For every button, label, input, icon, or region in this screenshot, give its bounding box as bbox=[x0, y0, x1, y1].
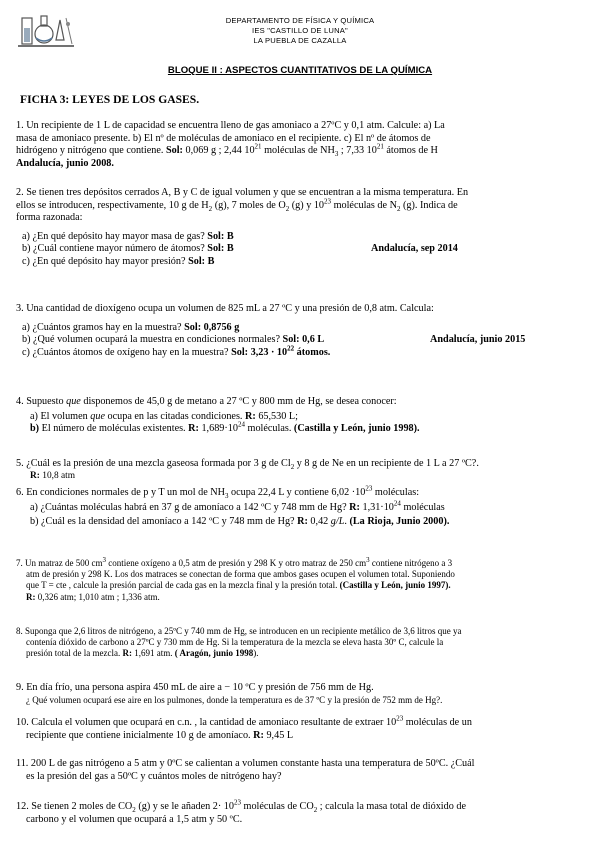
question-4 bbox=[16, 396, 582, 436]
q1-line-1: 1. Un recipiente de 1 L de capacidad se encuentra lleno de gas amoniaco a 27ºC y 0,1 atm. Calcule: a) La bbox=[16, 120, 445, 131]
q10-line-2: recipiente que contiene inicialmente 10 g de amoníaco. R: 9,45 L bbox=[26, 729, 294, 741]
q12-line-2: carbono y el volumen que ocupará a 1,5 atm y 50 ºC. bbox=[26, 813, 243, 825]
q7-answer: R: 0,326 atm; 1,010 atm ; 1,336 atm. bbox=[26, 591, 160, 602]
q7-line-1: 7. Un matraz de 500 $cm^3$ contiene oxígeno a 0,5 atm de presión y 298 K y otro matraz de 250 $cm^3$ contiene nitrógeno a 3 bbox=[16, 556, 453, 568]
department-logo bbox=[16, 10, 76, 50]
q11-line-1: 11. 200 L de gas nitrógeno a 5 atm y 0ºC se calientan a volumen constante hasta una temperatura de 50ºC. ¿Cuál bbox=[16, 758, 475, 769]
q3-b: b) ¿Qué volumen ocupará la muestra en condiciones normales? Sol: 0,6 L Andalucía, junio 2015 bbox=[22, 334, 526, 346]
question-11 bbox=[16, 758, 582, 783]
dept-line-3: LA PUEBLA DE CAZALLA bbox=[253, 36, 347, 45]
question-12 bbox=[16, 798, 582, 826]
dept-line-1: DEPARTAMENTO DE FÍSICA Y QUÍMICA bbox=[225, 16, 375, 25]
q2-source: Andalucía, sep 2014 bbox=[371, 243, 458, 255]
q7-line-3: que T = cte , calcule la presión parcial de cada gas en la mezcla final y la presión total. (Castilla y León, junio 1997). bbox=[26, 580, 451, 591]
question-1 bbox=[16, 120, 582, 170]
q2-line-2: ellos se introducen, respectivamente, 10 g de $H_2$ (g), 7 moles de $O_2$ (g) y $10^{23}$ moléculas de $N_2$ (g). Indica de bbox=[16, 197, 458, 213]
question-8 bbox=[16, 626, 582, 660]
q6-b: b) ¿Cuál es la densidad del amoníaco a 142 ºC y 748 mm de Hg? R: 0,42 g/L. (La Rioja, Junio 2000). bbox=[30, 516, 450, 528]
question-6 bbox=[16, 484, 582, 529]
q3-source: Andalucía, junio 2015 bbox=[430, 334, 526, 346]
dept-line-2: IES "CASTILLO DE LUNA" bbox=[252, 26, 348, 35]
q11-line-2: es la presión del gas a 50ºC y cuántos moles de nitrógeno hay? bbox=[26, 770, 282, 782]
department-header bbox=[195, 16, 405, 46]
q4-line-1: 4. Supuesto que disponemos de 45,0 g de metano a 27 ºC y 800 mm de Hg, se desea conocer: bbox=[16, 396, 397, 407]
q2-line-1: 2. Se tienen tres depósitos cerrados A, B y C de igual volumen y que se encuentran a la misma temperatura. En bbox=[16, 187, 469, 198]
question-2 bbox=[16, 187, 582, 269]
q10-line-1: 10. Calcula el volumen que ocupará en c.n. , la cantidad de amoniaco resultante de extraer $10^{23}$ moléculas de un bbox=[16, 714, 472, 728]
q3-c: c) ¿Cuántos átomos de oxígeno hay en la muestra? Sol: $3,23 \cdot 10^{22}$ átomos. bbox=[22, 344, 331, 358]
q9-line-2: ¿ Qué volumen ocupará ese aire en los pulmones, donde la temperatura es de 37 ºC y la presión de 752 mm de Hg?. bbox=[26, 694, 443, 705]
q1-source: Andalucía, junio 2008. bbox=[16, 157, 114, 169]
question-5 bbox=[16, 458, 582, 482]
question-9 bbox=[16, 682, 582, 706]
q1-line-3: hidrógeno y nitrógeno que contiene. Sol: 0,069 g ; 2,44 $10^{21}$ moléculas de $NH_3$ ; 7,33 $10^{21}$ átomos de H bbox=[16, 142, 438, 159]
q4-a: a) El volumen que ocupa en las citadas condiciones. R: 65,530 L; bbox=[30, 410, 298, 422]
q2-line-3: forma razonada: bbox=[16, 212, 83, 224]
q8-line-3: presión total de la mezcla. R: 1,691 atm. ( Aragón, junio 1998). bbox=[26, 648, 259, 659]
question-3 bbox=[16, 303, 582, 359]
q8-line-2: contenía dióxido de carbono a 27ºC y 730 mm de Hg. Si la temperatura de la mezcla se eleva hasta 30º C, calcule la bbox=[26, 637, 444, 648]
q7-line-2: atm de presión y 298 K. Los dos matraces se conectan de forma que ambos gases ocupen el volumen total. Suponiendo bbox=[26, 569, 455, 580]
q12-line-1: 12. Se tienen 2 moles de $CO_2$ (g) y se le añaden $2\cdot 10^{23}$ moléculas de $CO_2$ ; calcula la masa total de dióxido de bbox=[16, 798, 466, 815]
q2-c: c) ¿En qué depósito hay mayor presión? Sol: B bbox=[22, 255, 215, 267]
q2-b: b) ¿Cuál contiene mayor número de átomos? Sol: B Andalucía, sep 2014 bbox=[22, 243, 458, 255]
q1-line-2: masa de amoniaco presente. b) El nº de moléculas de amoniaco en el recipiente. c) El nº de átomos de bbox=[16, 132, 431, 144]
q3-line-1: 3. Una cantidad de dioxígeno ocupa un volumen de 825 mL a 27 ºC y una presión de 0,8 atm. Calcula: bbox=[16, 303, 434, 314]
q8-line-1: 8. Suponga que 2,6 litros de nitrógeno, a 25ºC y 740 mm de Hg, se introducen en un recipiente metálico de 3,6 litros que ya bbox=[16, 626, 462, 636]
q6-a: a) ¿Cuántas moléculas habrá en 37 g de amoníaco a 142 ºC y 748 mm de Hg? R: $1,31\cdot 10^{24}$ moléculas bbox=[30, 499, 445, 513]
q5-answer: R: 10,8 atm bbox=[30, 470, 76, 481]
q3-a: a) ¿Cuántos gramos hay en la muestra? Sol: 0,8756 g bbox=[22, 321, 240, 333]
q5-line-1: 5. ¿Cuál es la presión de una mezcla gaseosa formada por 3 g de $Cl_2$ y 8 g de Ne en un recipiente de 1 L a 27 ºC?. bbox=[16, 458, 479, 472]
q9-line-1: 9. En día frío, una persona aspira 450 mL de aire a − 10 ºC y presión de 756 mm de Hg. bbox=[16, 682, 374, 693]
q4-b: b) El número de moléculas existentes. R: $1,689\cdot 10^{24}$ moléculas. (Castilla y León, junio 1998). bbox=[30, 420, 420, 435]
q6-line-1: 6. En condiciones normales de p y T un mol de $NH_3$ ocupa 22,4 L y contiene $6,02 \cdot 10^{23}$ moléculas: bbox=[16, 484, 420, 501]
q2-a: a) ¿En qué depósito hay mayor masa de gas? Sol: B bbox=[22, 230, 234, 242]
question-10 bbox=[16, 714, 582, 742]
ficha-title: FICHA 3: LEYES DE LOS GASES. bbox=[20, 93, 200, 106]
question-7 bbox=[16, 558, 582, 603]
bloque-title: BLOQUE II : ASPECTOS CUANTITATIVOS DE LA QUÍMICA bbox=[167, 65, 433, 76]
